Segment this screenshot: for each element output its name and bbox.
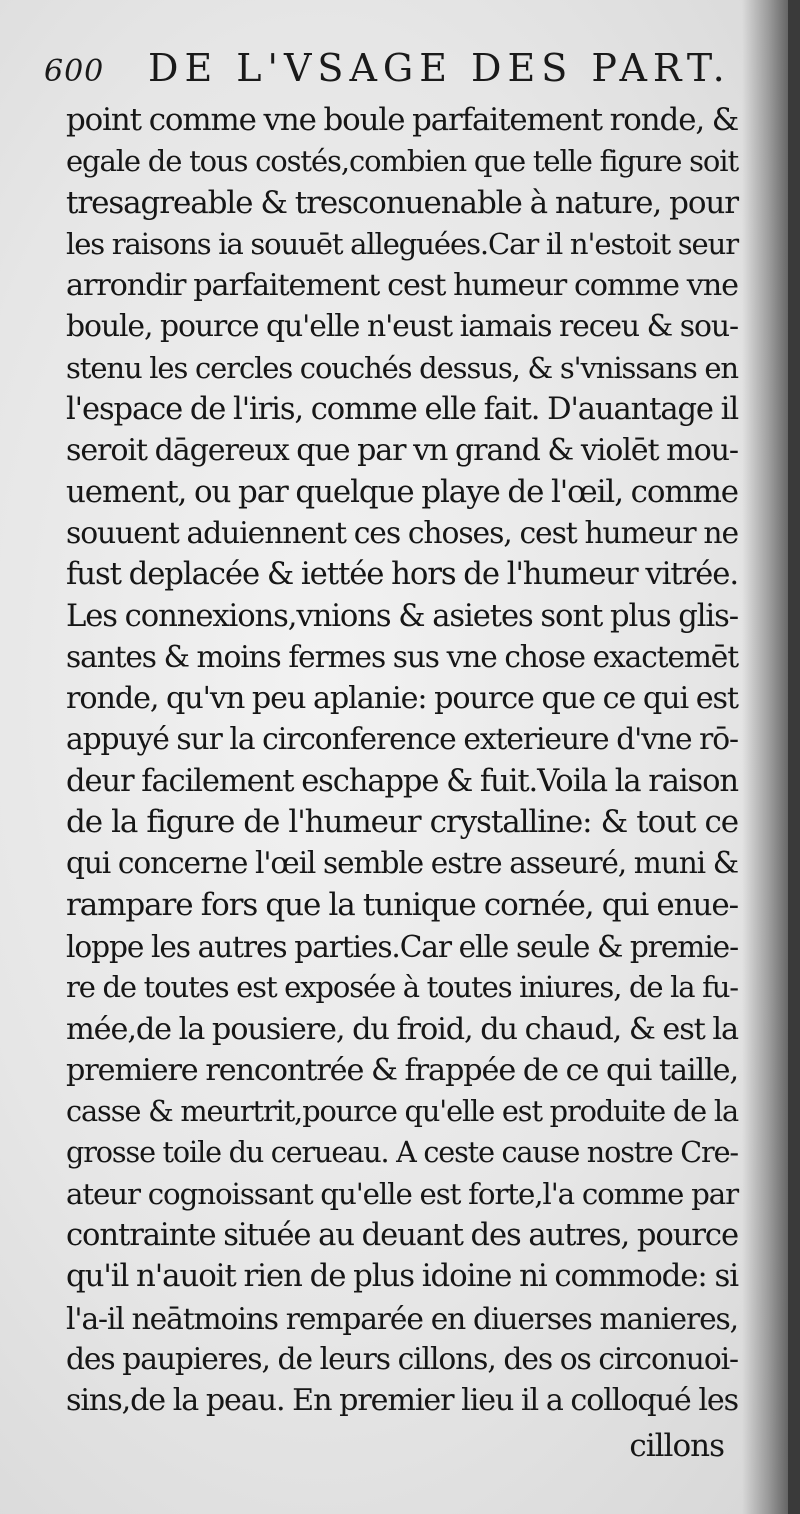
text-line: Les connexions,vnions & asietes sont plus glis- <box>66 598 738 634</box>
text-line: grosse toile du cerueau. A ceste cause nostre Cre- <box>66 1135 738 1170</box>
page-number: 600 <box>44 54 105 89</box>
body-text <box>66 100 738 1422</box>
text-line: rampare fors que la tunique cornée, qui enue- <box>66 886 738 923</box>
text-line: appuyé sur la circonference exterieure d'vne rō- <box>66 722 738 758</box>
text-line: point comme vne boule parfaitement ronde, & <box>66 102 739 138</box>
text-line: mée,de la pousiere, du froid, du chaud, & est la <box>66 1011 738 1047</box>
text-line: deur facilement eschappe & fuit.Voila la raison <box>66 763 738 799</box>
text-line: premiere rencontrée & frappée de ce qui taille, <box>66 1052 738 1088</box>
text-line: ateur cognoissant qu'elle est forte,l'a comme par <box>66 1176 738 1211</box>
text-line: l'espace de l'iris, comme elle fait. D'auantage il <box>66 392 738 428</box>
text-line: souuent aduiennent ces choses, cest humeur ne <box>66 515 738 551</box>
text-line: uement, ou par quelque playe de l'œil, comme <box>66 473 738 510</box>
text-line: de la figure de l'humeur crystalline: & tout ce <box>66 804 738 841</box>
text-line: seroit dāgereux que par vn grand & violēt mou- <box>66 433 738 469</box>
text-line: qu'il n'auoit rien de plus idoine ni commode: si <box>66 1258 738 1295</box>
text-line: stenu les cercles couchés dessus, & s'vnissans en <box>66 350 738 385</box>
text-line: loppe les autres parties.Car elle seule & premie- <box>66 928 738 964</box>
text-line: fust deplacée & iettée hors de l'humeur vitrée. <box>66 556 738 593</box>
text-line: boule, pource qu'elle n'eust iamais receu & sou- <box>66 309 738 345</box>
text-line: tresagreable & tresconuenable à nature, pour <box>66 184 738 221</box>
page-header <box>44 46 731 96</box>
text-line: contrainte située au deuant des autres, pource <box>66 1218 738 1254</box>
text-line: qui concerne l'œil semble estre asseuré, muni & <box>66 846 738 881</box>
text-line: egale de tous costés,combien que telle figure soit <box>66 144 738 179</box>
text-line: sins,de la peau. En premier lieu il a colloqué les <box>66 1383 738 1419</box>
page-edge <box>788 0 800 1514</box>
running-title: DE L'VSAGE DES PART. <box>148 46 731 90</box>
text-line: re de toutes est exposée à toutes iniures, de la fu- <box>66 970 738 1005</box>
text-line: casse & meurtrit,pource qu'elle est produite de la <box>66 1094 738 1129</box>
text-line: l'a-il neātmoins remparée en diuerses manieres, <box>66 1300 738 1336</box>
text-line: des paupieres, de leurs cillons, des os circonuoi- <box>66 1341 738 1377</box>
text-line: ronde, qu'vn peu aplanie: pource que ce qui est <box>66 681 738 717</box>
catchword: cillons <box>629 1428 724 1464</box>
text-line: les raisons ia souuēt alleguées.Car il n'estoit seur <box>66 226 738 261</box>
text-line: arrondir parfaitement cest humeur comme vne <box>66 268 738 304</box>
text-line: santes & moins fermes sus vne chose exactemēt <box>66 639 738 674</box>
